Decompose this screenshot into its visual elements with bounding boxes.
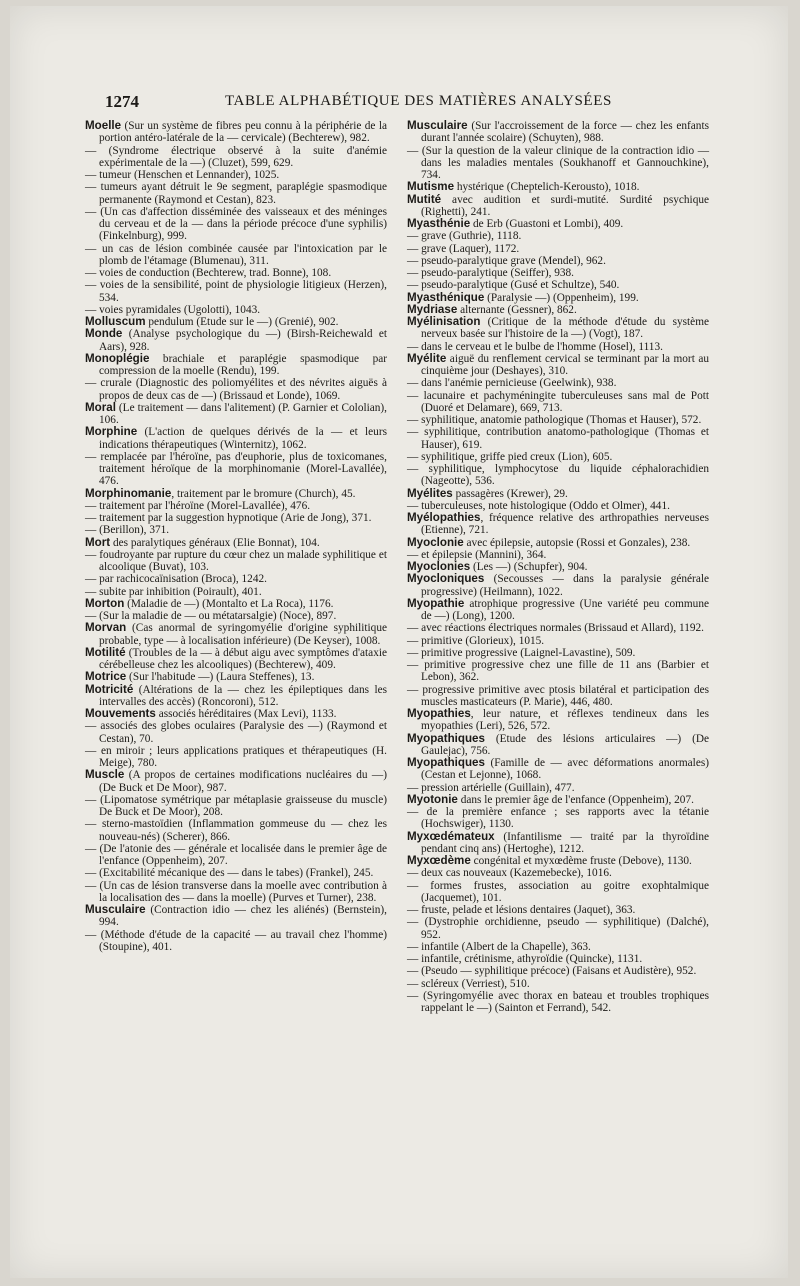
index-entry xyxy=(407,794,709,806)
entry-text: — dans l'anémie pernicieuse (Geelwink), 938. xyxy=(407,377,617,390)
index-entry xyxy=(407,806,709,831)
index-entry xyxy=(85,279,387,304)
entry-text: (Etude des lésions articulaires —) (De Gaulejac), 756. xyxy=(421,732,709,757)
entry-text: — deux cas nouveaux (Kazemebecke), 1016. xyxy=(407,867,612,880)
index-entry xyxy=(407,426,709,451)
entry-headword: Monoplégie xyxy=(85,351,150,365)
entry-headword: Morphinomanie xyxy=(85,486,172,500)
entry-headword: Moelle xyxy=(85,119,122,132)
entry-text: — primitive progressive chez une fille de 11 ans (Barbier et Lebon), 362. xyxy=(407,659,709,684)
index-entry xyxy=(407,598,709,623)
index-entry xyxy=(407,512,709,537)
entry-text: — sterno-mastoïdien (Inflammation gommeuse du — chez les nouveau-nés) (Scherer), 866. xyxy=(85,818,387,843)
entry-headword: Musculaire xyxy=(85,903,146,916)
index-entry xyxy=(85,647,387,672)
index-entry xyxy=(407,733,709,758)
index-entry xyxy=(85,720,387,745)
index-entry xyxy=(85,243,387,268)
entry-text: alternante (Gessner), 862. xyxy=(457,303,577,316)
entry-text: — (Sur la question de la valeur clinique de la contraction idio — dans les maladies mentales (Soukhanoff et Gannouchkine), 734. xyxy=(407,144,709,181)
entry-text: — traitement par la suggestion hypnotique (Arie de Jong), 371. xyxy=(85,512,372,524)
entry-headword: Myopathies xyxy=(407,707,471,720)
entry-text: (Analyse psychologique du —) (Birsh-Reichewald et Aars), 928. xyxy=(99,328,387,353)
index-entry xyxy=(85,426,387,451)
index-entry xyxy=(407,377,709,389)
entry-text: — crurale (Diagnostic des poliomyélites et des névrites aiguës à propos de deux cas de —) (Brissaud et Londe), 1069. xyxy=(85,377,387,402)
entry-text: — tuberculeuses, note histologique (Oddo et Olmer), 441. xyxy=(407,499,670,512)
entry-text: passagères (Krewer), 29. xyxy=(452,487,568,500)
entry-text: — fruste, pelade et lésions dentaires (Jaquet), 363. xyxy=(407,904,636,916)
index-entry xyxy=(85,880,387,905)
index-entry xyxy=(407,181,709,193)
entry-headword: Morton xyxy=(85,596,125,610)
entry-text: — infantile, crétinisme, athyroïdie (Quincke), 1131. xyxy=(407,953,643,965)
entry-text: (Le traitement — dans l'alitement) (P. Garnier et Cololian), 106. xyxy=(99,401,387,426)
entry-text: — grave (Laquer), 1172. xyxy=(407,242,520,255)
entry-headword: Monde xyxy=(85,327,123,341)
index-entry xyxy=(407,831,709,856)
index-entry xyxy=(407,353,709,378)
index-entry xyxy=(85,622,387,647)
index-entry xyxy=(85,353,387,378)
entry-headword: Morphine xyxy=(85,425,138,439)
right-index-column xyxy=(407,120,709,1014)
entry-text: (Secousses — dans la paralysie générale progressive) (Heilmann), 1022. xyxy=(421,573,709,598)
entry-text: — voies pyramidales (Ugolotti), 1043. xyxy=(85,303,261,316)
entry-text: — pression artérielle (Guillain), 477. xyxy=(407,781,575,794)
index-entry xyxy=(407,635,709,647)
index-entry xyxy=(85,745,387,770)
entry-text: — lacunaire et pachyméningite tuberculeuses sans mal de Pott (Duoré et Delamare), 669, 713. xyxy=(407,389,709,414)
entry-text: — syphilitique, griffe pied creux (Lion), 605. xyxy=(407,450,613,463)
entry-text: (Infantilisme — traité par la thyroïdine pendant cinq ans) (Hertoghe), 1212. xyxy=(421,830,709,855)
index-entry xyxy=(85,377,387,402)
entry-text: — pseudo-paralytique (Gusé et Schultze), 540. xyxy=(407,279,620,292)
index-entry xyxy=(85,524,387,536)
entry-text: — foudroyante par rupture du cœur chez un malade syphilitique et alcoolique (Buvat), 103. xyxy=(85,548,387,573)
entry-text: — pseudo-paralytique (Seiffer), 938. xyxy=(407,267,574,279)
entry-text: (Maladie de —) (Montalto et La Roca), 1176. xyxy=(124,597,334,610)
entry-text: — et épilepsie (Mannini), 364. xyxy=(407,548,547,561)
entry-text: hystérique (Cheptelich-Kerousto), 1018. xyxy=(454,181,640,194)
entry-headword: Myélite xyxy=(407,351,447,365)
entry-text: — (Excitabilité mécanique des — dans le tabes) (Frankel), 245. xyxy=(85,867,374,880)
entry-headword: Myasthénie xyxy=(407,217,471,230)
index-entry xyxy=(85,573,387,585)
entry-text: aiguë du renflement cervical se terminant par la mort au cinquième jour (Deshayes), 310. xyxy=(421,352,709,377)
entry-text: — avec réactions électriques normales (Brissaud et Allard), 1192. xyxy=(407,622,704,635)
entry-text: — syphilitique, anatomie pathologique (Thomas et Hauser), 572. xyxy=(407,414,702,426)
index-entry xyxy=(85,818,387,843)
index-entry xyxy=(407,990,709,1015)
entry-headword: Myélinisation xyxy=(407,315,481,328)
entry-text: — tumeurs ayant détruit le 9e segment, paraplégie spasmodique permanente (Raymond et Cestan), 823. xyxy=(85,181,387,206)
entry-text: — (Pseudo — syphilitique précoce) (Faisans et Audistère), 952. xyxy=(407,965,697,978)
index-entry xyxy=(85,512,387,524)
entry-text: — tumeur (Henschen et Lennander), 1025. xyxy=(85,169,280,181)
entry-text: — syphilitique, contribution anatomo-pathologique (Thomas et Hauser), 619. xyxy=(407,426,709,451)
entry-text: — (De l'atonie des — générale et localisée dans le premier âge de l'enfance (Oppenheim), 207. xyxy=(85,842,387,867)
entry-text: avec épilepsie, autopsie (Rossi et Gonzales), 238. xyxy=(463,536,691,549)
entry-text: atrophique progressive (Une variété peu commune de —) (Long), 1200. xyxy=(421,597,709,622)
entry-text: de Erb (Guastoni et Lombi), 409. xyxy=(470,218,624,230)
entry-headword: Myoclonies xyxy=(407,560,471,573)
entry-text: — (Dystrophie orchidienne, pseudo — syphilitique) (Dalché), 952. xyxy=(407,916,709,941)
entry-text: associés héréditaires (Max Levi), 1133. xyxy=(155,708,337,720)
entry-text: — voies de la sensibilité, point de physiologie litigieux (Herzen), 534. xyxy=(85,279,387,304)
index-entry xyxy=(85,843,387,868)
entry-headword: Myxœdémateux xyxy=(407,829,495,843)
page-number: 1274 xyxy=(105,92,139,111)
entry-text: (Paralysie —) (Oppenheim), 199. xyxy=(484,291,639,304)
entry-text: — subite par inhibition (Poirault), 401. xyxy=(85,585,262,598)
entry-text: — remplacée par l'héroïne, pas d'euphorie, plus de toxicomanes, traitement héroïque de la morphinomanie (Morel-Lavallée), 476. xyxy=(85,450,387,488)
entry-headword: Mydriase xyxy=(407,302,458,316)
index-entry xyxy=(85,181,387,206)
entry-text: (Altérations de la — chez les épileptiques dans les intervalles des accès) (Roncoroni), 512. xyxy=(99,683,387,708)
entry-text: , traitement par le bromure (Church), 45. xyxy=(171,487,356,500)
entry-text: (Sur un système de fibres peu connu à la périphérie de la portion antéro-latérale de la — cervicale) (Bechterew), 982. xyxy=(99,120,387,145)
index-entry xyxy=(407,573,709,598)
entry-text: — associés des globes oculaires (Paralysie des —) (Raymond et Cestan), 70. xyxy=(85,720,387,745)
entry-headword: Myoclonie xyxy=(407,535,464,549)
index-entry xyxy=(407,916,709,941)
entry-text: — (Un cas d'affection disséminée des vaisseaux et des méninges du cerveau et de la — dans la période précoce d'une syphilis) (Finkelnburg), 999. xyxy=(85,205,387,243)
index-entry xyxy=(85,145,387,170)
index-entry xyxy=(407,488,709,500)
entry-text: — (Syndrome électrique observé à la suite d'anémie expérimentale de la —) (Cluzet), 599, 629. xyxy=(85,144,387,169)
entry-text: — infantile (Albert de la Chapelle), 363. xyxy=(407,940,591,953)
index-entry xyxy=(85,684,387,709)
entry-text: , fréquence relative des arthropathies nerveuses (Etienne), 721. xyxy=(421,512,709,537)
entry-headword: Molluscum xyxy=(85,315,146,328)
entry-text: congénital et myxœdème fruste (Debove), 1130. xyxy=(470,855,692,867)
entry-text: — grave (Guthrie), 1118. xyxy=(407,230,522,243)
index-entry xyxy=(85,598,387,610)
entry-text: — (Méthode d'étude de la capacité — au travail chez l'homme) (Stoupine), 401. xyxy=(85,928,387,953)
index-entry xyxy=(407,880,709,905)
index-entry xyxy=(85,549,387,574)
index-entry xyxy=(407,341,709,353)
index-entry xyxy=(85,267,387,279)
entry-text: (Troubles de la — à début aigu avec symptômes d'ataxie cérébelleuse chez les alcooliques) (Bechterew), 409. xyxy=(99,646,387,671)
index-entry xyxy=(85,500,387,512)
entry-text: pendulum (Etude sur le —) (Grenié), 902. xyxy=(145,316,339,328)
index-entry xyxy=(407,855,709,867)
index-entry xyxy=(85,328,387,353)
entry-text: avec audition et surdi-mutité. Surdité psychique (Righetti), 241. xyxy=(421,193,709,218)
index-entry xyxy=(407,230,709,242)
left-index-column xyxy=(85,120,387,953)
index-entry xyxy=(85,586,387,598)
index-entry xyxy=(85,169,387,181)
index-entry xyxy=(85,610,387,622)
index-entry xyxy=(407,941,709,953)
entry-headword: Myopathiques xyxy=(407,731,485,745)
index-entry xyxy=(407,194,709,219)
entry-headword: Myélites xyxy=(407,486,453,500)
entry-headword: Motricité xyxy=(85,682,134,696)
entry-text: (Sur l'habitude —) (Laura Steffenes), 13. xyxy=(126,671,315,684)
index-entry xyxy=(85,120,387,145)
entry-text: des paralytiques généraux (Elie Bonnat), 104. xyxy=(110,536,320,549)
index-entry xyxy=(407,757,709,782)
entry-text: (Critique de la méthode d'étude du système nerveux basée sur l'histoire de la —) (Vogt), 187. xyxy=(421,316,709,341)
index-entry xyxy=(407,267,709,279)
entry-text: — (Un cas de lésion transverse dans la moelle avec contribution à la localisation des — dans la moelle) (Purves et Turner), 238. xyxy=(85,879,387,904)
entry-text: — (Sur la maladie de — ou métatarsalgie) (Noce), 897. xyxy=(85,610,337,622)
entry-headword: Myopathie xyxy=(407,596,465,610)
running-header xyxy=(105,92,735,112)
entry-text: brachiale et paraplégie spasmodique par compression de la moelle (Rendu), 199. xyxy=(99,352,387,377)
index-entry xyxy=(85,451,387,488)
index-entry xyxy=(407,904,709,916)
index-entry xyxy=(407,978,709,990)
entry-text: — (Syringomyélie avec thorax en bateau et troubles trophiques rappelant le —) (Sainton et Ferrand), 542. xyxy=(407,989,709,1014)
entry-headword: Muscle xyxy=(85,768,125,782)
index-entry xyxy=(407,708,709,733)
entry-headword: Mort xyxy=(85,535,111,549)
index-entry xyxy=(407,390,709,415)
index-entry xyxy=(407,255,709,267)
index-entry xyxy=(85,769,387,794)
entry-headword: Motrice xyxy=(85,670,127,684)
index-entry xyxy=(85,904,387,929)
entry-text: (Famille de — avec déformations anormales) (Cestan et Lejonne), 1068. xyxy=(421,757,709,782)
entry-headword: Myélopathies xyxy=(407,511,481,524)
entry-headword: Motilité xyxy=(85,645,126,659)
index-entry xyxy=(407,243,709,255)
entry-text: — primitive (Glorieux), 1015. xyxy=(407,634,545,647)
entry-text: (Cas anormal de syringomyélie d'origine syphilitique probable, type — à localisation inférieure) (De Keyser), 1008. xyxy=(99,622,387,647)
index-entry xyxy=(407,622,709,634)
entry-text: — progressive primitive avec ptosis bilatéral et participation des muscles masticateurs (P. Marie), 446, 480. xyxy=(407,683,709,708)
index-entry xyxy=(85,929,387,954)
index-entry xyxy=(85,537,387,549)
entry-text: — en miroir ; leurs applications pratiques et thérapeutiques (H. Meige), 780. xyxy=(85,744,387,769)
index-entry xyxy=(407,867,709,879)
entry-text: , leur nature, et réflexes tendineux dans les myopathies (Leri), 526, 572. xyxy=(421,708,709,733)
entry-text: — (Berillon), 371. xyxy=(85,524,170,537)
index-entry xyxy=(407,537,709,549)
entry-headword: Mutité xyxy=(407,192,442,206)
entry-headword: Mouvements xyxy=(85,707,156,720)
entry-text: — syphilitique, lymphocytose du liquide céphalorachidien (Nageotte), 536. xyxy=(407,463,709,488)
entry-text: (A propos de certaines modifications nucléaires du —) (De Buck et De Moor), 987. xyxy=(99,769,387,794)
entry-text: (Les —) (Schupfer), 904. xyxy=(470,561,588,573)
entry-headword: Morvan xyxy=(85,621,127,635)
entry-headword: Moral xyxy=(85,400,116,414)
index-entry xyxy=(407,659,709,684)
entry-text: — voies de conduction (Bechterew, trad. Bonne), 108. xyxy=(85,267,332,279)
index-entry xyxy=(407,145,709,182)
index-entry xyxy=(407,451,709,463)
index-entry xyxy=(407,463,709,488)
entry-text: (L'action de quelques dérivés de la — et leurs indications thérapeutiques (Winternitz), 1062. xyxy=(99,426,387,451)
entry-text: (Sur l'accroissement de la force — chez les enfants durant l'année scolaire) (Schuyten), 988. xyxy=(421,120,709,145)
page-title: TABLE ALPHABÉTIQUE DES MATIÈRES ANALYSÉES xyxy=(225,93,612,109)
entry-text: — formes frustes, association au goitre exophtalmique (Jacquemet), 101. xyxy=(407,879,709,904)
index-entry xyxy=(85,206,387,243)
index-entry xyxy=(407,316,709,341)
entry-text: — dans le cerveau et le bulbe de l'homme (Hosel), 1113. xyxy=(407,340,663,353)
index-entry xyxy=(407,120,709,145)
index-entry xyxy=(407,414,709,426)
entry-text: — par rachicocaïnisation (Broca), 1242. xyxy=(85,573,267,586)
entry-text: — pseudo-paralytique grave (Mendel), 962. xyxy=(407,254,606,267)
entry-text: — un cas de lésion combinée causée par l'intoxication par le plomb de l'étamage (Blumenau), 311. xyxy=(85,242,387,267)
index-entry xyxy=(85,794,387,819)
index-entry xyxy=(407,965,709,977)
entry-text: (Contraction idio — chez les aliénés) (Bernstein), 994. xyxy=(99,904,387,929)
entry-headword: Myocloniques xyxy=(407,572,485,586)
index-entry xyxy=(407,684,709,709)
entry-text: — traitement par l'héroïne (Morel-Lavallée), 476. xyxy=(85,499,311,512)
entry-headword: Myotonie xyxy=(407,792,458,806)
index-entry xyxy=(85,867,387,879)
index-entry xyxy=(407,953,709,965)
entry-headword: Myasthénique xyxy=(407,290,485,304)
entry-headword: Musculaire xyxy=(407,119,468,132)
index-entry xyxy=(407,647,709,659)
index-entry xyxy=(85,402,387,427)
entry-headword: Myxœdème xyxy=(407,854,471,867)
entry-text: — primitive progressive (Laignel-Lavastine), 509. xyxy=(407,646,636,659)
entry-headword: Mutisme xyxy=(407,180,455,194)
entry-text: — de la première enfance ; ses rapports avec la tétanie (Hochswiger), 1130. xyxy=(407,806,709,831)
index-entry xyxy=(85,708,387,720)
entry-text: — (Lipomatose symétrique par métaplasie graisseuse du muscle) De Buck et De Moor), 208. xyxy=(85,793,387,818)
entry-text: dans le premier âge de l'enfance (Oppenheim), 207. xyxy=(457,793,694,806)
index-entry xyxy=(85,488,387,500)
index-entry xyxy=(85,316,387,328)
entry-headword: Myopathiques xyxy=(407,756,485,769)
index-entry xyxy=(407,218,709,230)
entry-text: — scléreux (Verriest), 510. xyxy=(407,977,530,990)
